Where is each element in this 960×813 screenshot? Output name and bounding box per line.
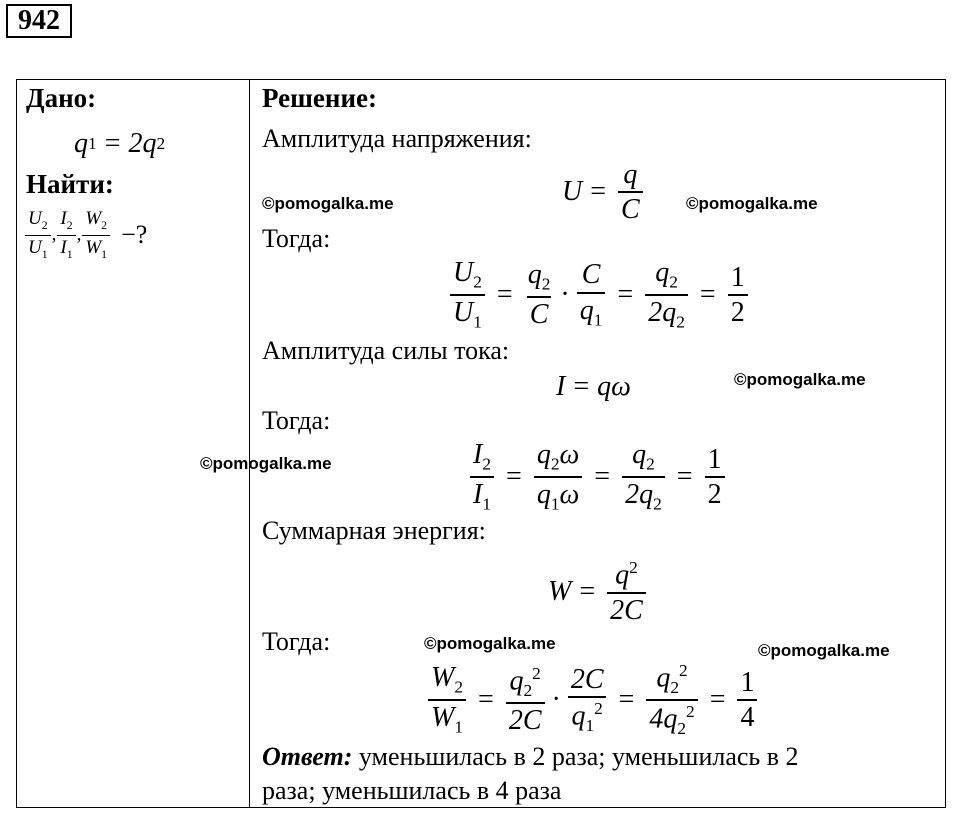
given-lhs: q bbox=[74, 128, 88, 159]
then-text-2: Тогда: bbox=[262, 406, 331, 435]
find-frac-w: $\frac{W_2}{W_1}$ bbox=[82, 209, 110, 260]
given-eq-sign: = bbox=[104, 128, 121, 159]
voltage-amplitude-text: Амплитуда напряжения: bbox=[262, 124, 532, 153]
total-energy-text: Суммарная энергия: bbox=[262, 516, 486, 545]
given-formula: q 1 = 2q 2 bbox=[74, 128, 166, 159]
find-heading: Найти: bbox=[26, 169, 114, 199]
eq-energy: W = $\frac{q^2}{2C}$ bbox=[548, 552, 650, 632]
eq-voltage-ratio: $\frac{U_2}{U_1}$ = $\frac{q_2}{C}$ · $\frac{C}{q_1}$ = $\frac{q_2}{2q_2}$ = $\frac{1}{2}$ bbox=[446, 256, 752, 334]
watermark: ©pomogalka.me bbox=[734, 370, 866, 389]
answer-label: Ответ: bbox=[262, 742, 353, 771]
given-rhs: 2q bbox=[128, 128, 157, 159]
watermark: ©pomogalka.me bbox=[424, 634, 556, 653]
watermark: ©pomogalka.me bbox=[758, 641, 890, 660]
current-amplitude-text: Амплитуда силы тока: bbox=[262, 336, 510, 365]
answer-line-2: раза; уменьшилась в 4 раза bbox=[262, 776, 562, 805]
eq-energy-ratio: $\frac{W_2}{W_1}$ = $\frac{q_2^2}{2C}$ · $\frac{2C}{q_1^2}$ = $\frac{q_2^2}{4q_2^2}$ = $\frac{1}{4}$ bbox=[424, 660, 761, 740]
given-heading: Дано: bbox=[26, 83, 97, 113]
column-divider bbox=[249, 79, 250, 808]
find-formula: $\frac{U_2}{U_1}$ , $\frac{I_2}{I_1}$ , $\frac{W_2}{W_1}$ −? bbox=[24, 206, 147, 264]
eq-voltage-frac: $\frac{q}{C}$ bbox=[618, 160, 643, 225]
watermark: ©pomogalka.me bbox=[262, 194, 394, 213]
then-text-1: Тогда: bbox=[262, 224, 331, 253]
answer-line-1 bbox=[262, 742, 799, 772]
eq-current-ratio: $\frac{I_2}{I_1}$ = $\frac{q_2\omega}{q_1\omega}$ = $\frac{q_2}{2q_2}$ = $\frac{1}{2}$ bbox=[466, 438, 729, 516]
watermark: ©pomogalka.me bbox=[686, 194, 818, 213]
watermark: ©pomogalka.me bbox=[200, 454, 332, 473]
problem-number: 942 bbox=[6, 4, 72, 38]
answer-text-1: уменьшилась в 2 раза; уменьшилась в 2 bbox=[352, 742, 799, 771]
solution-heading: Решение: bbox=[262, 83, 377, 113]
then-text-3: Тогда: bbox=[262, 627, 331, 656]
find-frac-u: $\frac{U_2}{U_1}$ bbox=[25, 209, 51, 260]
eq-current: I = qω bbox=[556, 371, 631, 402]
find-question: −? bbox=[121, 220, 148, 249]
find-frac-i: $\frac{I_2}{I_1}$ bbox=[57, 209, 75, 260]
eq-voltage: U = $\frac{q}{C}$ bbox=[562, 156, 647, 228]
